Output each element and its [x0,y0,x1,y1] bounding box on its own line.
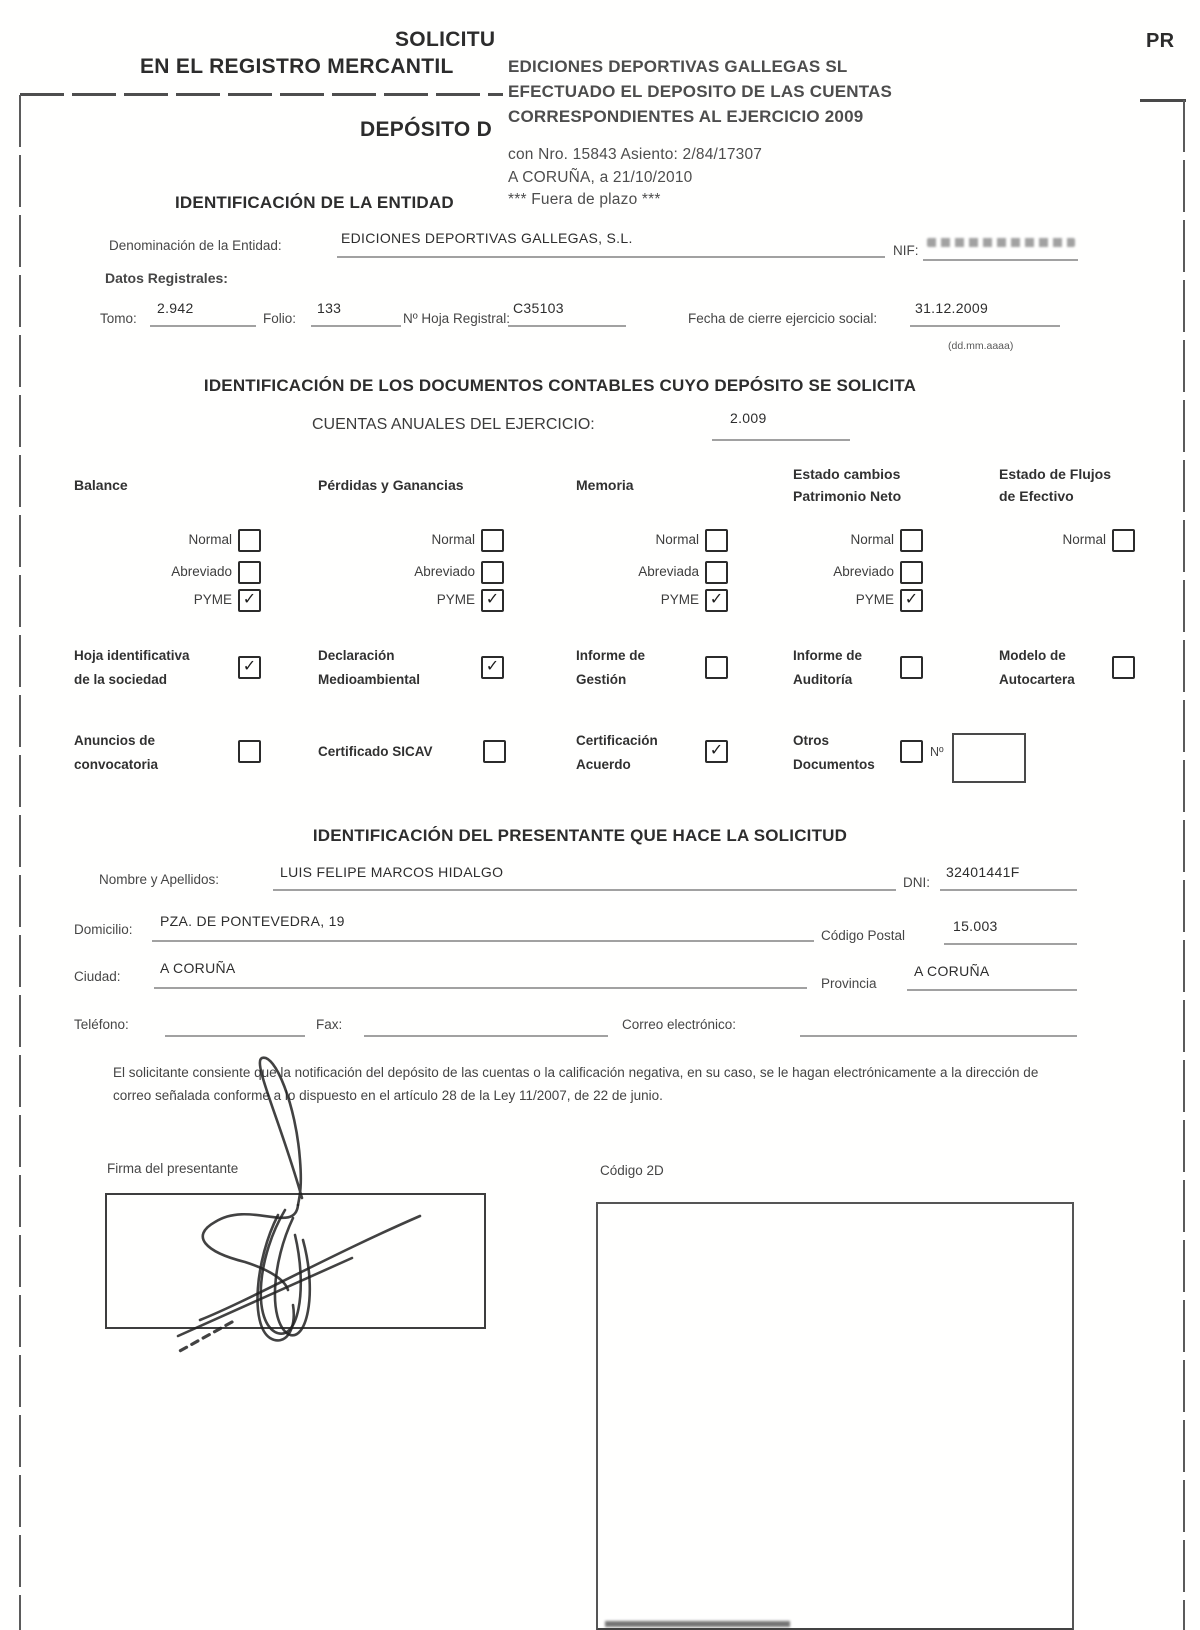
dni-label: DNI: [903,875,930,890]
check-label: Normal [1062,532,1106,547]
codigo-2d-label: Código 2D [600,1163,664,1178]
checkbox-perdidas-pyme[interactable]: ✓ [481,589,504,612]
checkbox-memoria-pyme[interactable]: ✓ [705,589,728,612]
folio-label: Folio: [263,311,297,326]
column-title-flujos-line2: de Efectivo [999,488,1074,504]
ciudad-value: A CORUÑA [160,960,236,976]
cierre-format-hint: (dd.mm.aaaa) [948,340,1014,352]
cuentas-anuales-label: CUENTAS ANUALES DEL EJERCICIO: [312,416,595,433]
check-label: PYME [436,592,475,607]
column-title-flujos-line1: Estado de Flujos [999,466,1112,482]
doc-label-gestion-line2: Gestión [576,672,627,687]
provincia-label: Provincia [821,976,877,991]
cuentas-anuales-value: 2.009 [730,410,767,426]
entity-section-heading: IDENTIFICACIÓN DE LA ENTIDAD [175,193,454,212]
denomination-label: Denominación de la Entidad: [109,238,282,253]
doc-label-auditoria-line1: Informe de [793,648,863,663]
fax-label: Fax: [316,1017,343,1032]
stamp-year-line: CORRESPONDIENTES AL EJERCICIO 2009 [508,107,864,126]
nombre-value: LUIS FELIPE MARCOS HIDALGO [280,864,504,880]
denomination-value: EDICIONES DEPORTIVAS GALLEGAS, S.L. [341,230,633,246]
check-label: Abreviado [171,564,232,579]
stamp-deposit-line: EFECTUADO EL DEPOSITO DE LAS CUENTAS [508,82,893,101]
cierre-label: Fecha de cierre ejercicio social: [688,311,878,326]
doc-label-otros-line1: Otros [793,733,830,748]
check-label: Abreviado [833,564,894,579]
datos-registrales-label: Datos Registrales: [105,270,228,286]
column-title-patrimonio-line1: Estado cambios [793,466,901,482]
doc-label-certificacion-line2: Acuerdo [576,757,631,772]
doc-label-hoja-line1: Hoja identificativa [74,648,190,663]
domicilio-label: Domicilio: [74,922,133,937]
checkbox-patrimonio-pyme[interactable]: ✓ [900,589,923,612]
checkbox-declaracion-medioambiental[interactable]: ✓ [481,656,504,679]
checkbox-certificacion-acuerdo[interactable]: ✓ [705,740,728,763]
correo-label: Correo electrónico: [622,1017,737,1032]
form-title-line3: DEPÓSITO D [360,118,493,141]
check-label: Abreviada [638,564,699,579]
doc-label-anuncios-line2: convocatoria [74,757,159,772]
check-label: Normal [431,532,475,547]
check-label: Normal [850,532,894,547]
firma-label: Firma del presentante [107,1161,239,1176]
dni-value: 32401441F [946,864,1020,880]
check-label: Abreviado [414,564,475,579]
stamp-out-of-term-line: *** Fuera de plazo *** [508,191,661,208]
doc-label-hoja-line2: de la sociedad [74,672,168,687]
column-title-memoria: Memoria [576,477,634,493]
tomo-value: 2.942 [157,300,194,316]
doc-label-autocartera-line2: Autocartera [999,672,1075,687]
documents-section-heading: IDENTIFICACIÓN DE LOS DOCUMENTOS CONTABLES CUYO DEPÓSITO SE SOLICITA [203,376,917,395]
check-label: PYME [193,592,232,607]
doc-label-anuncios-line1: Anuncios de [74,733,156,748]
form-title-line2: EN EL REGISTRO MERCANTIL [140,55,454,78]
hoja-registral-value: C35103 [513,300,564,316]
tomo-label: Tomo: [100,311,137,326]
page-code-pr: PR [1146,30,1175,52]
cierre-value: 31.12.2009 [915,300,989,316]
ciudad-label: Ciudad: [74,969,121,984]
otros-num-label: Nº [930,745,944,759]
provincia-value: A CORUÑA [914,963,990,979]
check-label: PYME [855,592,894,607]
doc-label-autocartera-line1: Modelo de [999,648,1066,663]
folio-value: 133 [317,300,342,316]
codigo-postal-label: Código Postal [821,928,906,943]
checkbox-hoja-identificativa[interactable]: ✓ [238,656,261,679]
nif-label: NIF: [893,243,919,258]
form-title-line1: SOLICITU [395,28,496,51]
stamp-place-date-line: A CORUÑA, a 21/10/2010 [508,169,693,186]
nombre-label: Nombre y Apellidos: [99,872,220,887]
check-label: PYME [660,592,699,607]
presenter-section-heading: IDENTIFICACIÓN DEL PRESENTANTE QUE HACE LA SOLICITUD [312,826,848,845]
checkbox-balance-pyme[interactable]: ✓ [238,589,261,612]
column-title-patrimonio-line2: Patrimonio Neto [793,488,902,504]
stamp-entry-number-line: con Nro. 15843 Asiento: 2/84/17307 [508,146,763,163]
consent-paragraph: El solicitante consiente que la notificación del depósito de las cuentas o la calificación negativa, en su caso, se le hagan electrónicamente a la dirección de correo señalada conforme a lo dispuesto en el artículo 28 de la Ley 11/2007, de 22 de junio. [113,1065,1039,1103]
column-title-perdidas: Pérdidas y Ganancias [318,477,464,493]
codigo-postal-value: 15.003 [953,918,998,934]
doc-label-certificacion-line1: Certificación [576,733,658,748]
doc-label-certificado-sicav: Certificado SICAV [318,744,433,759]
telefono-label: Teléfono: [74,1017,129,1032]
doc-label-gestion-line1: Informe de [576,648,646,663]
hoja-registral-label: Nº Hoja Registral: [403,311,510,326]
check-label: Normal [655,532,699,547]
domicilio-value: PZA. DE PONTEVEDRA, 19 [160,913,345,929]
stamp-company-line: EDICIONES DEPORTIVAS GALLEGAS SL [508,57,848,76]
doc-label-otros-line2: Documentos [793,757,875,772]
doc-label-declaracion-line1: Declaración [318,648,395,663]
doc-label-declaracion-line2: Medioambiental [318,672,421,687]
column-title-balance: Balance [74,477,128,493]
doc-label-auditoria-line2: Auditoría [793,672,853,687]
check-label: Normal [188,532,232,547]
